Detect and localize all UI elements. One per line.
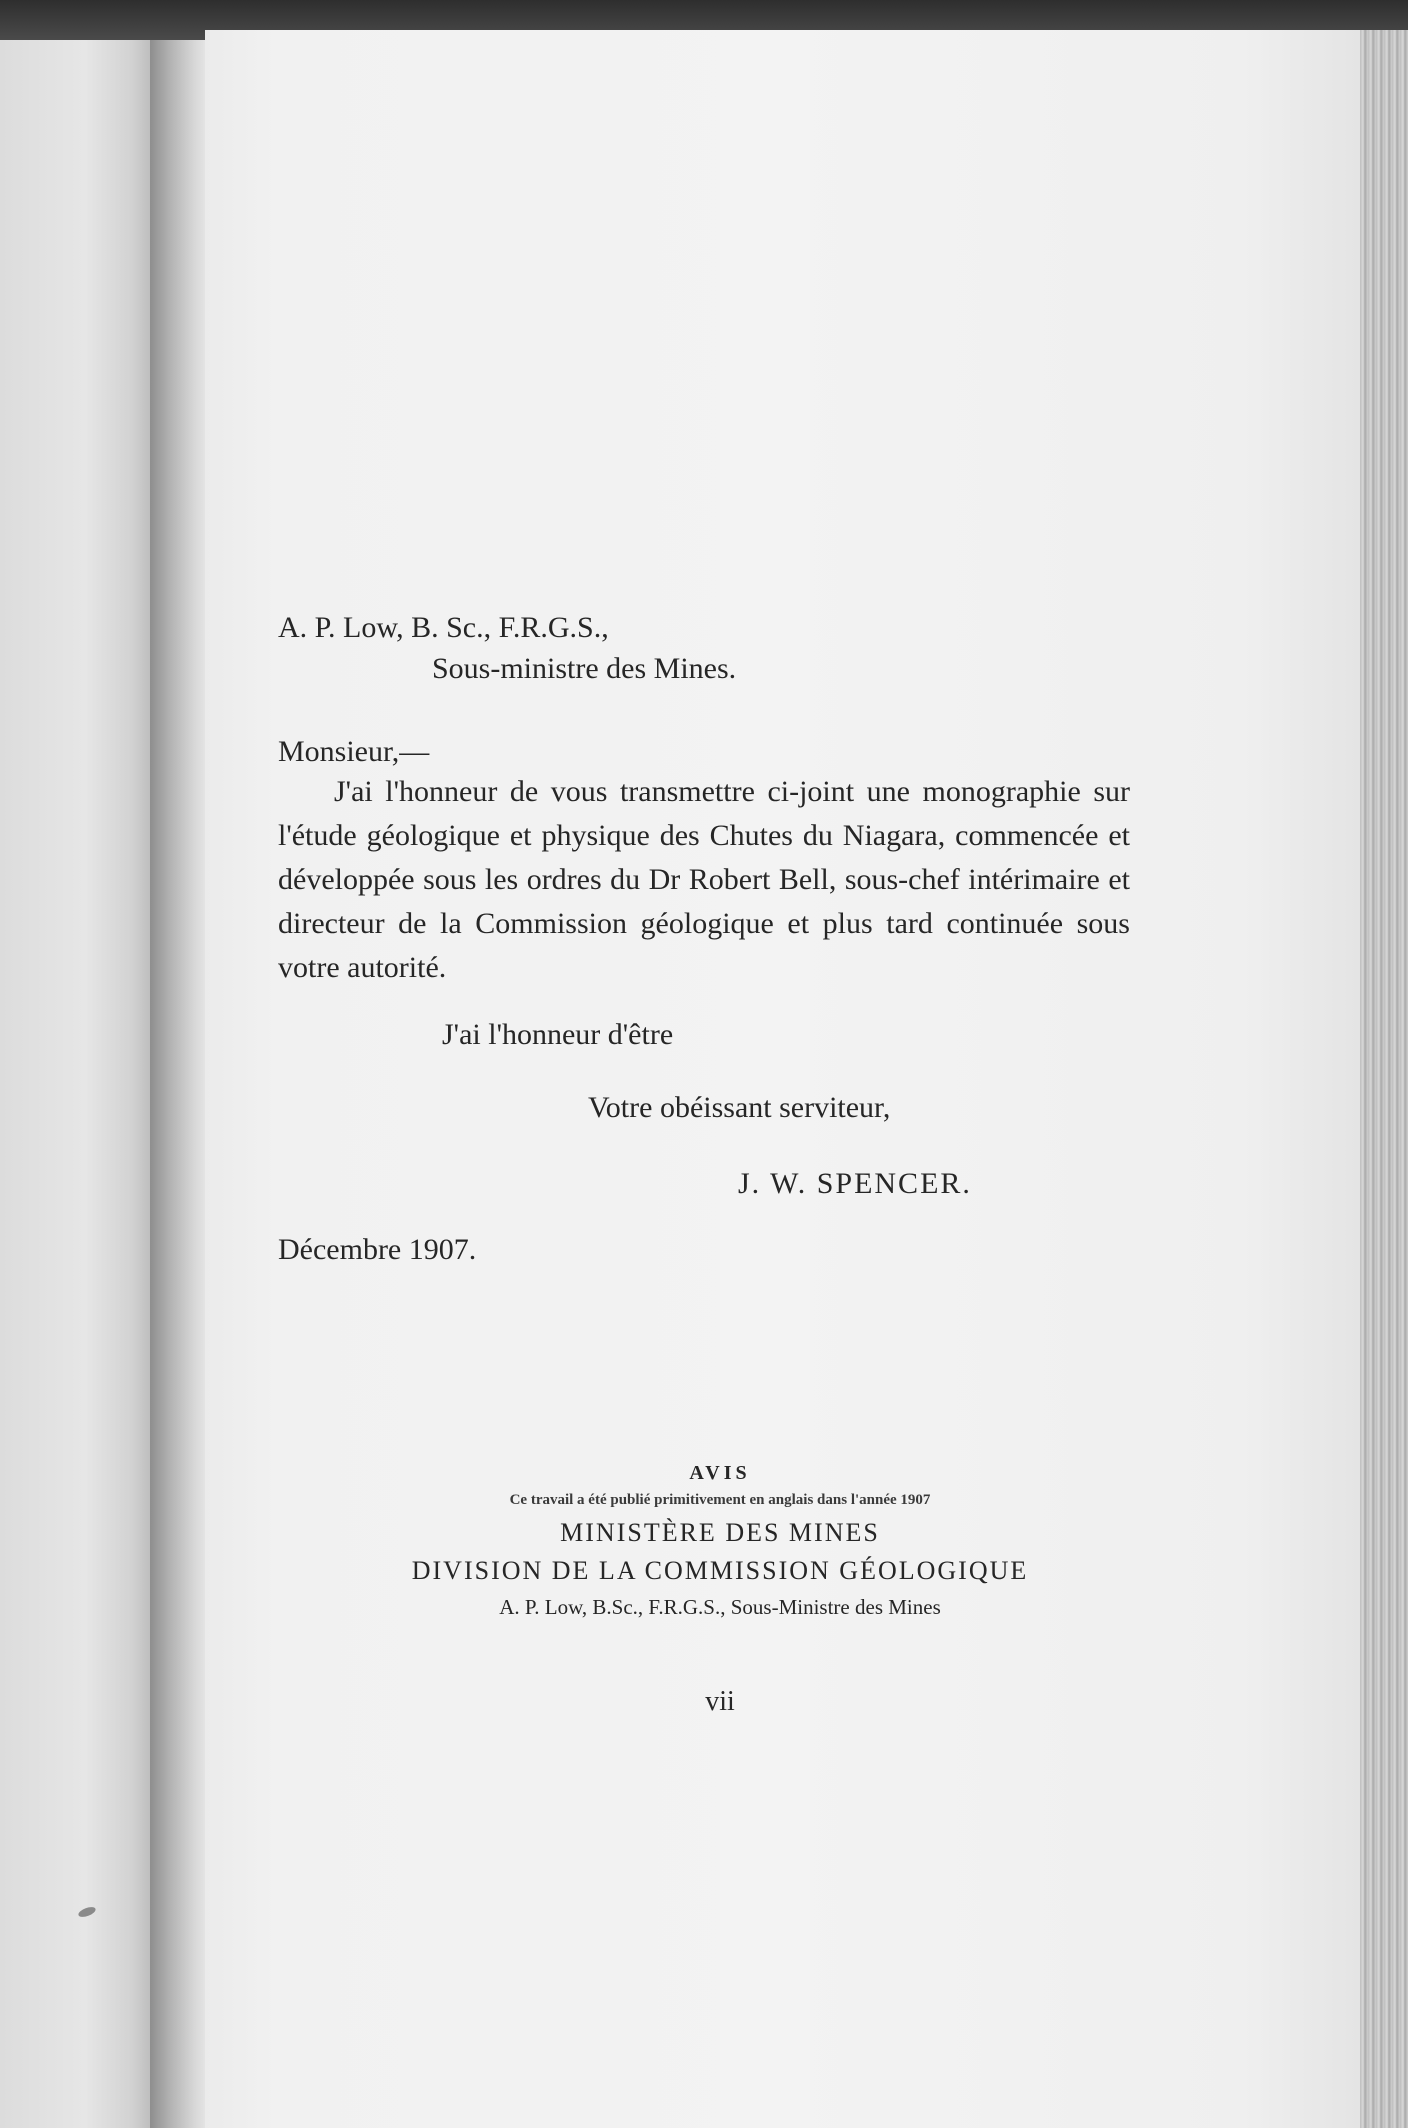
left-page — [0, 40, 155, 2128]
page-edges — [1360, 30, 1408, 2128]
letter-date: Décembre 1907. — [278, 1233, 477, 1266]
page-number: vii — [705, 1686, 735, 1717]
book-gutter — [150, 40, 210, 2128]
notice-note: Ce travail a été publié primitivement en anglais dans l'année 1907 — [509, 1492, 931, 1508]
letter-body: J'ai l'honneur de vous transmettre ci-joint une monographie sur l'étude géologique et physique des Chutes du Niagara, commencée et développée sous les ordres du Dr Robert Bell, sous-chef intérimaire et directeur de la Commission géologique et plus tard continuée sous votre autorité. — [278, 775, 1130, 984]
salutation: Monsieur,— — [278, 735, 430, 768]
recipient-title: Sous-ministre des Mines. — [432, 652, 737, 685]
notice-heading: AVIS — [689, 1462, 751, 1484]
closing-line: J'ai l'honneur d'être — [442, 1018, 674, 1051]
deputy-minister: A. P. Low, B.Sc., F.R.G.S., Sous-Ministre des Mines — [499, 1595, 941, 1619]
signature: J. W. SPENCER. — [738, 1167, 972, 1200]
ministry-name: MINISTÈRE DES MINES — [560, 1518, 880, 1547]
notice-block — [280, 1458, 1160, 1624]
division-name: DIVISION DE LA COMMISSION GÉOLOGIQUE — [411, 1556, 1029, 1585]
recipient-name: A. P. Low, B. Sc., F.R.G.S., — [278, 611, 609, 644]
closing-salutation: Votre obéissant serviteur, — [588, 1091, 891, 1124]
right-page — [205, 30, 1360, 2128]
